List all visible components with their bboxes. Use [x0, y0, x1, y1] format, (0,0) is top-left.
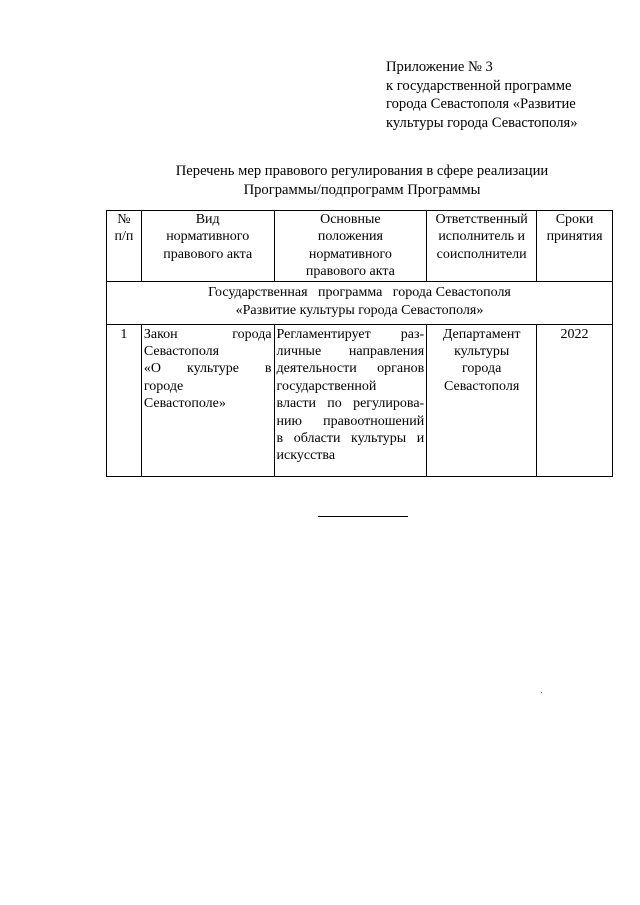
measures-table [106, 210, 613, 477]
header-term: Сроки принятия [537, 211, 613, 282]
scan-speck [541, 692, 542, 693]
provisions-cell: Регламентирует раз- личные направления деятельности органов государственной власти по регулирова- нию правоотношений в области культуры и искусства [274, 324, 427, 476]
document-title [100, 162, 624, 199]
responsible-cell: Департамент культуры города Севастополя [427, 324, 537, 476]
annex-line: к государственной программе [386, 77, 572, 94]
header-provisions: Основные положения нормативного правового акта [274, 211, 427, 282]
annex-block [386, 58, 626, 132]
program-row [107, 281, 613, 324]
table-header-row [107, 211, 613, 282]
title-line: Программы/подпрограмм Программы [243, 181, 481, 198]
row-number: 1 [107, 324, 142, 476]
table-row [107, 324, 613, 476]
header-num: № п/п [107, 211, 142, 282]
header-responsible: Ответственный исполнитель и соисполнители [427, 211, 537, 282]
program-name-cell: Государственная программа города Севастополя «Развитие культуры города Севастополя» [107, 281, 613, 324]
header-act-type: Вид нормативного правового акта [141, 211, 274, 282]
end-separator-line [318, 516, 408, 517]
term-cell: 2022 [537, 324, 613, 476]
annex-line: культуры города Севастополя» [386, 114, 578, 131]
annex-line: города Севастополя «Развитие [386, 96, 576, 113]
annex-line: Приложение № 3 [386, 59, 493, 75]
title-line: Перечень мер правового регулирования в сфере реализации [175, 163, 549, 179]
act-type-cell: Закон города Севастополя «О культуре в городе Севастополе» [141, 324, 274, 476]
